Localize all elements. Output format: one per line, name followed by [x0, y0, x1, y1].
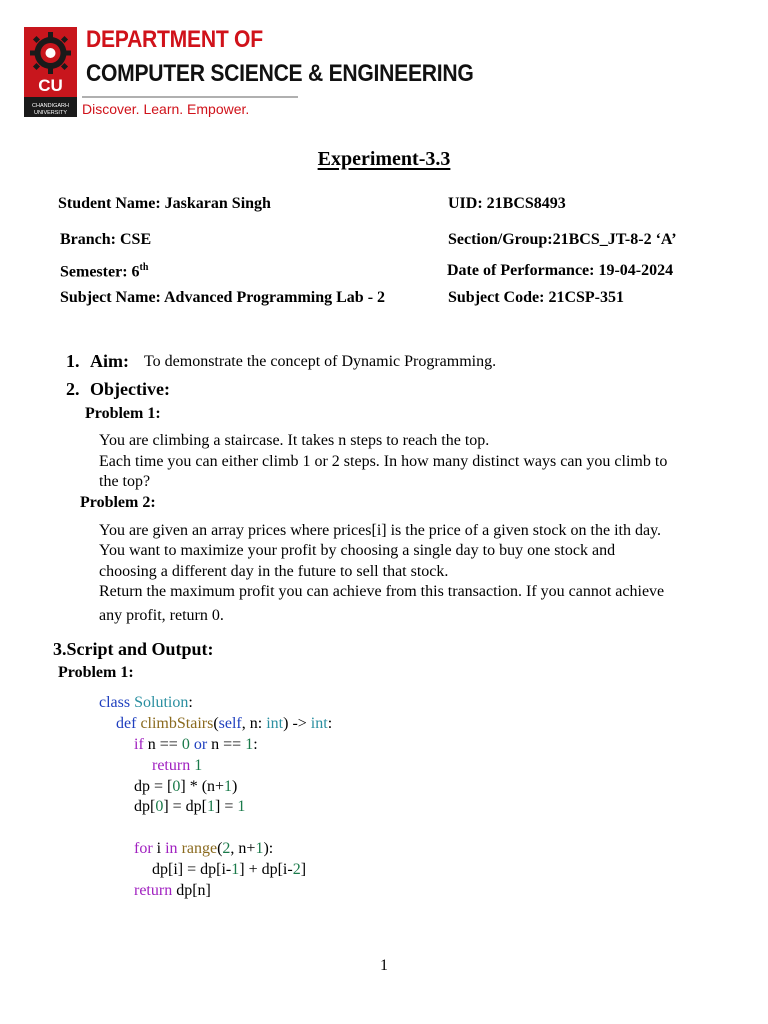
problem-1-line: Each time you can either climb 1 or 2 steps. In how many distinct ways can you climb to	[99, 453, 668, 470]
code-line: dp[0] = dp[1] = 1	[134, 798, 246, 815]
tagline: Discover. Learn. Empower.	[82, 101, 250, 117]
objective-problem-1-title: Problem 1:	[85, 405, 161, 422]
semester: Semester: 6th	[60, 262, 149, 281]
student-name: Student Name: Jaskaran Singh	[58, 195, 271, 212]
objective-label: Objective:	[90, 379, 170, 399]
problem-2-line: any profit, return 0.	[99, 607, 224, 624]
branch: Branch: CSE	[60, 231, 152, 248]
svg-text:CHANDIGARH: CHANDIGARH	[32, 103, 69, 109]
code-line: def climbStairs(self, n: int) -> int:	[116, 715, 333, 732]
university-logo	[24, 27, 77, 117]
section-group: Section/Group:21BCS_JT-8-2 ‘A’	[448, 231, 677, 248]
date-of-performance: Date of Performance: 19-04-2024	[447, 262, 674, 279]
script-heading: 3.Script and Output:	[53, 639, 214, 659]
aim-label: Aim:	[90, 351, 129, 371]
script-problem-1-title: Problem 1:	[58, 664, 134, 681]
aim-number: 1.	[66, 351, 80, 371]
code-line: for i in range(2, n+1):	[134, 840, 274, 857]
code-line: class Solution:	[99, 694, 193, 711]
problem-1-line: the top?	[99, 473, 151, 490]
department-line-1: DEPARTMENT OF	[86, 26, 263, 53]
page-title: Experiment-3.3	[317, 148, 451, 170]
subject-name: Subject Name: Advanced Programming Lab - 2	[60, 289, 386, 306]
gear-icon	[30, 32, 71, 74]
subject-code: Subject Code: 21CSP-351	[448, 289, 624, 306]
objective-number: 2.	[66, 379, 80, 399]
svg-text:UNIVERSITY: UNIVERSITY	[33, 110, 68, 116]
code-line: if n == 0 or n == 1:	[134, 736, 258, 753]
uid: UID: 21BCS8493	[448, 195, 566, 212]
department-line-2: COMPUTER SCIENCE & ENGINEERING	[86, 60, 474, 87]
problem-2-line: You want to maximize your profit by choosing a single day to buy one stock and	[99, 542, 616, 559]
problem-2-line: choosing a different day in the future to sell that stock.	[99, 563, 449, 580]
problem-2-line: You are given an array prices where prices[i] is the price of a given stock on the ith day.	[99, 522, 662, 539]
problem-2-line: Return the maximum profit you can achieve from this transaction. If you cannot achieve	[99, 583, 665, 600]
header-divider	[82, 96, 298, 98]
logo-text: CU	[38, 76, 63, 95]
objective-problem-2-title: Problem 2:	[80, 494, 156, 511]
aim-text: To demonstrate the concept of Dynamic Programming.	[144, 353, 497, 370]
code-line: dp = [0] * (n+1)	[134, 778, 238, 795]
problem-1-line: You are climbing a staircase. It takes n steps to reach the top.	[99, 432, 490, 449]
code-line: return 1	[152, 757, 203, 774]
code-line: return dp[n]	[134, 882, 211, 899]
page-number: 1	[380, 957, 388, 974]
code-line: dp[i] = dp[i-1] + dp[i-2]	[152, 861, 307, 878]
